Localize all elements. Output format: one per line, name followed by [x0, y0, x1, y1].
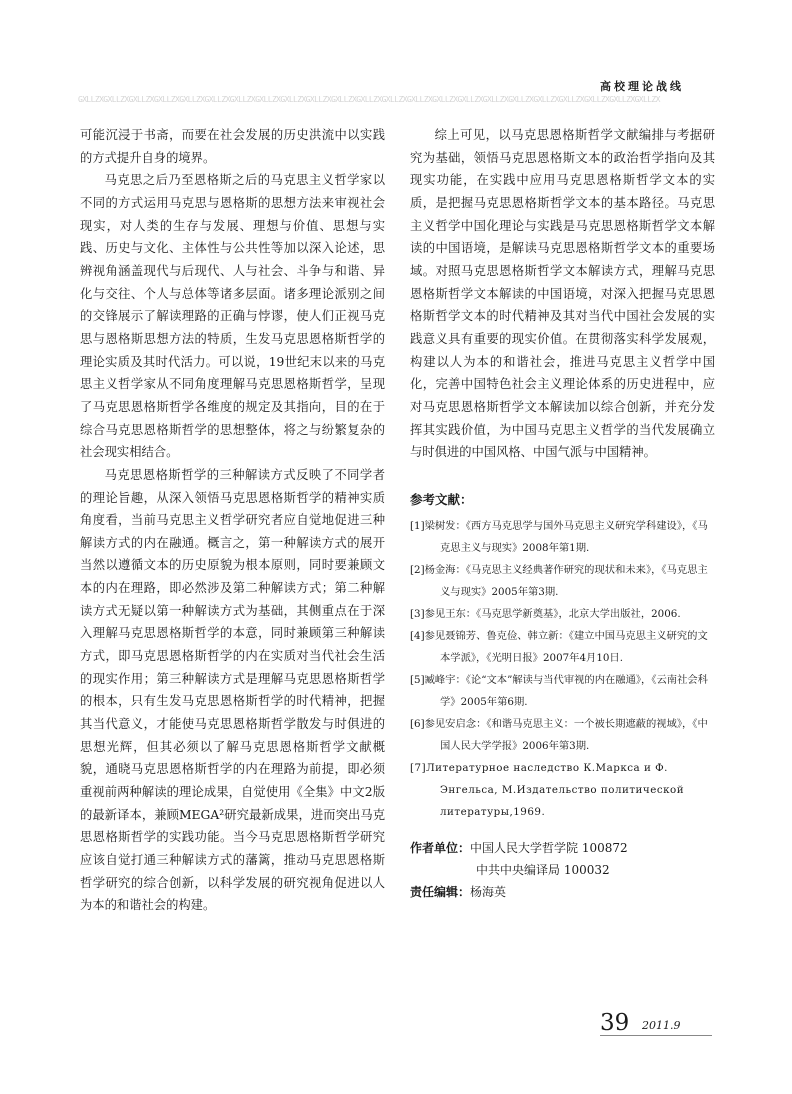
- author-affiliation: [410, 837, 715, 903]
- reference-item: [6]参见安启念：《和谐马克思主义：一个被长期遮蔽的视域》，《中国人民大学学报》2006年第3期.: [410, 717, 708, 752]
- issue-date: 2011.9: [642, 1019, 681, 1032]
- right-column: [410, 124, 715, 903]
- body-paragraph: 综上可见，以马克思恩格斯哲学文献编排与考据研究为基础，领悟马克思恩格斯文本的政治哲学指向及其现实功能，在实践中应用马克思恩格斯哲学文本的实质，是把握马克思恩格斯哲学文本的基本路径。马克思主义哲学中国化理论与实践是马克思恩格斯哲学文本解读的中国语境，是解读马克思恩格斯哲学文本的重要场域。对照马克思恩格斯哲学文本解读方式，理解马克思恩格斯哲学文本解读的中国语境，对深入把握马克思恩格斯哲学文本的时代精神及其对当代中国社会发展的实践意义具有重要的现实价值。在贯彻落实科学发展观，构建以人为本的和谐社会，推进马克思主义哲学中国化，完善中国特色社会主义理论体系的历史进程中，应对马克思恩格斯哲学文本解读加以综合创新，并充分发挥其实践价值，为中国马克思主义哲学的当代发展确立与时俱进的中国风格、中国气派与中国精神。: [410, 128, 715, 460]
- body-paragraph: 马克思恩格斯哲学的三种解读方式反映了不同学者的理论旨趣，从深入领悟马克思恩格斯哲学的精神实质角度看，当前马克思主义哲学研究者应自觉地促进三种解读方式的内在融通。概言之，第一种解读方式的展开当然以遵循文本的历史原貌为根本原则，同时要兼顾文本的内在理路，即必然涉及第二种解读方式；第二种解读方式无疑以第一种解读方式为基础，其侧重点在于深入理解马克思恩格斯哲学的本意，同时兼顾第三种解读方式，即马克思恩格斯哲学的内在实质对当代社会生活的现实作用；第三种解读方式是理解马克思恩格斯哲学的根本，只有生发马克思恩格斯哲学的时代精神，把握其当代意义，才能使马克思恩格斯哲学散发与时俱进的思想光辉，但其必须以了解马克思恩格斯哲学文献概貌，通晓马克思恩格斯哲学的内在理路为前提，即必须重视前两种解读的理论成果，自觉使用《全集》中文2版的最新译本，兼顾MEGA²研究最新成果，进而突出马克思恩格斯哲学的实践功能。当今马克思恩格斯哲学研究应该自觉打通三种解读方式的藩篱，推动马克思恩格斯哲学研究的综合创新，以科学发展的研究视角促进以人为本的和谐社会的构建。: [80, 467, 385, 913]
- journal-name: 高校理论战线: [600, 80, 684, 93]
- editor-line: [410, 881, 715, 903]
- author-affiliation-line: [410, 859, 715, 881]
- left-column: [80, 124, 385, 917]
- reference-item: [1]梁树发：《西方马克思学与国外马克思主义研究学科建设》，《马克思主义与现实》2008年第1期.: [410, 519, 708, 554]
- reference-item: [7]Литературное наследство К.Маркса и Ф. Энгельса, М.Издательство политической литературы,1969.: [410, 761, 685, 818]
- reference-item: [4]参见聂锦芳、鲁克俭、韩立新：《建立中国马克思主义研究的文本学派》，《光明日报》2007年4月10日.: [410, 629, 708, 664]
- footer-rule: [600, 1035, 712, 1036]
- body-paragraph: 可能沉浸于书斋，而要在社会发展的历史洪流中以实践的方式提升自身的境界。: [80, 128, 385, 165]
- reference-item: [3]参见王东：《马克思学新奠基》，北京大学出版社，2006.: [410, 607, 681, 620]
- author-label: 作者单位：: [410, 840, 471, 855]
- body-paragraph: 马克思之后乃至恩格斯之后的马克思主义哲学家以不同的方式运用马克思与恩格斯的思想方法来审视社会现实，对人类的生存与发展、理想与价值、思想与实践、历史与文化、主体性与公共性等加以深入论述，思辨视角涵盖现代与后现代、人与社会、斗争与和谐、异化与交往、个人与总体等诸多层面。诸多理论派别之间的交锋展示了解读理路的正确与悖谬，使人们正视马克思与恩格斯思想方法的特质，生发马克思恩格斯哲学的理论实质及其时代活力。可以说，19世纪末以来的马克思主义哲学家从不同角度理解马克思恩格斯哲学，呈现了马克思恩格斯哲学各维度的规定及其指向，目的在于综合马克思恩格斯哲学的思想整体，将之与纷繁复杂的社会现实相结合。: [80, 173, 385, 460]
- reference-item: [5]臧峰宇：《论“文本”解读与当代审视的内在融通》，《云南社会科学》2005年第6期.: [410, 673, 708, 708]
- reference-item: [2]杨金海：《马克思主义经典著作研究的现状和未来》，《马克思主义与现实》2005年第3期.: [410, 563, 708, 598]
- editor-name: 杨海英: [470, 884, 507, 899]
- editor-label: 责任编辑：: [410, 884, 471, 899]
- page-number: 39: [600, 1010, 630, 1036]
- header-band: GXLLZXGXLLZXGXLLZXGXLLZXGXLLZXGXLLZXGXLLZXGXLLZXGXLLZXGXLLZXGXLLZXGXLLZXGXLLZXGXLLZXGXLLZXGXLLZXGXLLZXGXLLZXGXLLZXGXLLZXGXLLZXGXLLZXGXLLZX: [78, 95, 660, 104]
- references-heading: 参考文献：: [410, 491, 473, 507]
- author-unit-1: 中国人民大学哲学院 100872: [470, 840, 628, 855]
- author-unit-2: 中共中央编译局 100032: [476, 862, 610, 877]
- author-affiliation-line: [410, 837, 715, 859]
